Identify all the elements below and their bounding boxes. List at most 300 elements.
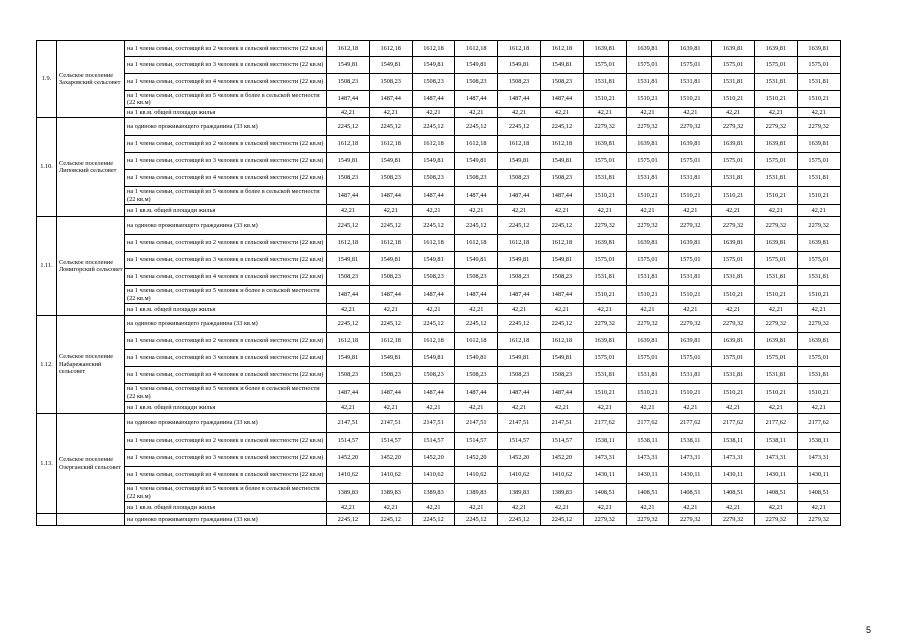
value-cell: 1508,23	[369, 170, 412, 187]
table-row	[37, 74, 841, 91]
value-cell: 1639,81	[712, 235, 755, 252]
value-cell: 42,21	[797, 108, 840, 118]
value-cell: 42,21	[455, 108, 498, 118]
value-cell: 1531,81	[583, 170, 626, 187]
value-cell: 42,21	[540, 304, 583, 316]
value-cell: 1408,51	[712, 484, 755, 502]
value-cell: 2279,32	[712, 514, 755, 526]
value-cell: 2279,32	[797, 316, 840, 333]
category-label: на 1 члена семьи, состоящей из 3 человек в сельской местности (22 кв.м)	[125, 153, 327, 170]
value-cell: 42,21	[455, 304, 498, 316]
section-number: 1.10.	[37, 118, 57, 217]
category-label: на одиноко проживающего гражданина (33 кв.м)	[125, 514, 327, 526]
settlement-name: Сельское поселение Ломигорский сельсовет	[57, 217, 125, 316]
value-cell: 1508,23	[455, 367, 498, 384]
value-cell: 1531,81	[797, 367, 840, 384]
value-cell: 42,21	[626, 502, 669, 514]
value-cell: 1510,21	[583, 286, 626, 304]
value-cell: 42,21	[669, 108, 712, 118]
value-cell: 1575,01	[712, 252, 755, 269]
table-row	[37, 286, 841, 304]
table-row	[37, 316, 841, 333]
value-cell: 42,21	[669, 502, 712, 514]
value-cell: 2147,51	[369, 414, 412, 433]
value-cell: 1531,81	[797, 74, 840, 91]
table-row	[37, 269, 841, 286]
value-cell: 2279,32	[797, 118, 840, 136]
value-cell: 42,21	[369, 502, 412, 514]
value-cell: 2279,32	[626, 118, 669, 136]
value-cell: 2279,32	[583, 514, 626, 526]
value-cell: 1430,11	[712, 467, 755, 484]
category-label: на 1 члена семьи, состоящей из 5 человек и более в сельской местности (22 кв.м)	[125, 286, 327, 304]
value-cell: 1487,44	[412, 187, 455, 205]
value-cell: 1575,01	[797, 252, 840, 269]
value-cell: 1510,21	[754, 91, 797, 108]
value-cell: 1430,11	[754, 467, 797, 484]
value-cell: 1510,21	[797, 286, 840, 304]
value-cell: 2279,32	[754, 316, 797, 333]
value-cell: 1487,44	[412, 286, 455, 304]
value-cell: 1531,81	[754, 269, 797, 286]
table-row	[37, 170, 841, 187]
value-cell: 42,21	[412, 502, 455, 514]
value-cell: 1510,21	[669, 91, 712, 108]
value-cell: 1531,81	[712, 367, 755, 384]
table-row	[37, 333, 841, 350]
value-cell: 2245,12	[540, 316, 583, 333]
value-cell: 2279,32	[583, 217, 626, 235]
value-cell: 1612,18	[412, 136, 455, 153]
value-cell: 42,21	[498, 205, 541, 217]
value-cell: 2279,32	[626, 316, 669, 333]
value-cell: 1430,11	[797, 467, 840, 484]
settlement-name	[57, 514, 125, 526]
value-cell: 1575,01	[754, 57, 797, 74]
value-cell: 42,21	[754, 304, 797, 316]
value-cell: 2147,51	[327, 414, 370, 433]
value-cell: 2245,12	[540, 217, 583, 235]
category-label: на 1 кв.м. общей площади жилья	[125, 108, 327, 118]
category-label: на 1 кв.м. общей площади жилья	[125, 304, 327, 316]
value-cell: 2279,32	[754, 514, 797, 526]
value-cell: 2245,12	[369, 514, 412, 526]
value-cell: 1612,18	[498, 136, 541, 153]
value-cell: 1538,11	[754, 433, 797, 450]
category-label: на одиноко проживающего гражданина (33 кв.м)	[125, 316, 327, 333]
value-cell: 1639,81	[797, 235, 840, 252]
value-cell: 2245,12	[540, 118, 583, 136]
value-cell: 42,21	[327, 402, 370, 414]
value-cell: 1639,81	[626, 41, 669, 57]
value-cell: 1549,81	[369, 153, 412, 170]
value-cell: 1508,23	[540, 367, 583, 384]
value-cell: 1531,81	[583, 269, 626, 286]
value-cell: 1508,23	[498, 269, 541, 286]
value-cell: 1639,81	[583, 333, 626, 350]
value-cell: 1508,23	[498, 74, 541, 91]
category-label: на 1 члена семьи, состоящей из 3 человек в сельской местности (22 кв.м)	[125, 450, 327, 467]
value-cell: 2245,12	[498, 118, 541, 136]
value-cell: 1510,21	[754, 187, 797, 205]
value-cell: 1639,81	[754, 41, 797, 57]
value-cell: 42,21	[369, 402, 412, 414]
value-cell: 1639,81	[669, 235, 712, 252]
value-cell: 1612,18	[412, 41, 455, 57]
value-cell: 2279,32	[797, 514, 840, 526]
value-cell: 2147,51	[412, 414, 455, 433]
value-cell: 1508,23	[327, 367, 370, 384]
value-cell: 1612,18	[369, 136, 412, 153]
value-cell: 1612,18	[327, 235, 370, 252]
category-label: на 1 члена семьи, состоящей из 2 человек в сельской местности (22 кв.м)	[125, 136, 327, 153]
value-cell: 1612,18	[369, 333, 412, 350]
value-cell: 1487,44	[498, 187, 541, 205]
value-cell: 42,21	[498, 304, 541, 316]
value-cell: 1575,01	[797, 350, 840, 367]
value-cell: 1549,81	[412, 252, 455, 269]
value-cell: 1575,01	[583, 57, 626, 74]
value-cell: 2177,62	[797, 414, 840, 433]
value-cell: 1510,21	[583, 91, 626, 108]
table-row	[37, 384, 841, 402]
value-cell: 1508,23	[327, 170, 370, 187]
value-cell: 1612,18	[498, 235, 541, 252]
category-label: на 1 члена семьи, состоящей из 2 человек в сельской местности (22 кв.м)	[125, 433, 327, 450]
value-cell: 1575,01	[669, 57, 712, 74]
value-cell: 1514,57	[412, 433, 455, 450]
table-row	[37, 450, 841, 467]
value-cell: 1508,23	[412, 367, 455, 384]
value-cell: 1514,57	[498, 433, 541, 450]
value-cell: 2279,32	[754, 118, 797, 136]
value-cell: 1531,81	[626, 74, 669, 91]
value-cell: 1549,81	[327, 57, 370, 74]
value-cell: 2177,62	[669, 414, 712, 433]
value-cell: 2147,51	[455, 414, 498, 433]
value-cell: 1639,81	[712, 136, 755, 153]
value-cell: 2279,32	[583, 118, 626, 136]
value-cell: 1473,31	[797, 450, 840, 467]
value-cell: 2245,12	[412, 316, 455, 333]
value-cell: 42,21	[327, 502, 370, 514]
value-cell: 1487,44	[455, 384, 498, 402]
settlement-name: Сельское поселение Набарежанский сельсовет	[57, 316, 125, 414]
value-cell: 1510,21	[754, 384, 797, 402]
value-cell: 1612,18	[540, 41, 583, 57]
value-cell: 1508,23	[327, 74, 370, 91]
value-cell: 1639,81	[797, 41, 840, 57]
value-cell: 1408,51	[797, 484, 840, 502]
value-cell: 1612,18	[455, 41, 498, 57]
value-cell: 1549,81	[455, 252, 498, 269]
value-cell: 1612,18	[369, 41, 412, 57]
value-cell: 42,21	[797, 502, 840, 514]
value-cell: 1612,18	[455, 136, 498, 153]
value-cell: 42,21	[712, 502, 755, 514]
value-cell: 1549,81	[412, 350, 455, 367]
value-cell: 2177,62	[754, 414, 797, 433]
value-cell: 1612,18	[412, 333, 455, 350]
value-cell: 1510,21	[626, 286, 669, 304]
value-cell: 1531,81	[754, 170, 797, 187]
value-cell: 1549,81	[455, 57, 498, 74]
section-number	[37, 514, 57, 526]
value-cell: 42,21	[540, 402, 583, 414]
value-cell: 1538,11	[797, 433, 840, 450]
value-cell: 1575,01	[754, 350, 797, 367]
value-cell: 42,21	[626, 304, 669, 316]
value-cell: 42,21	[797, 402, 840, 414]
value-cell: 1612,18	[412, 235, 455, 252]
table-row	[37, 187, 841, 205]
value-cell: 1510,21	[669, 187, 712, 205]
value-cell: 1389,83	[369, 484, 412, 502]
table-row	[37, 252, 841, 269]
value-cell: 1531,81	[583, 367, 626, 384]
category-label: на 1 члена семьи, состоящей из 2 человек в сельской местности (22 кв.м)	[125, 41, 327, 57]
value-cell: 1549,81	[369, 57, 412, 74]
table-body	[37, 41, 841, 526]
value-cell: 1575,01	[583, 252, 626, 269]
value-cell: 42,21	[583, 402, 626, 414]
value-cell: 1508,23	[455, 269, 498, 286]
value-cell: 1508,23	[498, 170, 541, 187]
value-cell: 1452,20	[540, 450, 583, 467]
value-cell: 1549,81	[455, 350, 498, 367]
value-cell: 1575,01	[583, 153, 626, 170]
value-cell: 2245,12	[327, 118, 370, 136]
value-cell: 1487,44	[498, 384, 541, 402]
category-label: на одиноко проживающего гражданина (33 кв.м)	[125, 118, 327, 136]
value-cell: 1508,23	[540, 170, 583, 187]
value-cell: 1612,18	[498, 41, 541, 57]
value-cell: 1514,57	[369, 433, 412, 450]
value-cell: 1514,57	[455, 433, 498, 450]
value-cell: 1508,23	[498, 367, 541, 384]
value-cell: 1575,01	[754, 153, 797, 170]
value-cell: 1549,81	[327, 252, 370, 269]
section-number: 1.12.	[37, 316, 57, 414]
value-cell: 42,21	[712, 304, 755, 316]
category-label: на 1 члена семьи, состоящей из 4 человек в сельской местности (22 кв.м)	[125, 367, 327, 384]
value-cell: 1510,21	[712, 91, 755, 108]
value-cell: 1531,81	[712, 269, 755, 286]
category-label: на 1 члена семьи, состоящей из 4 человек в сельской местности (22 кв.м)	[125, 269, 327, 286]
value-cell: 1531,81	[797, 170, 840, 187]
value-cell: 42,21	[540, 502, 583, 514]
value-cell: 1549,81	[540, 350, 583, 367]
value-cell: 1510,21	[626, 187, 669, 205]
value-cell: 2245,12	[498, 217, 541, 235]
table-row	[37, 467, 841, 484]
value-cell: 1575,01	[583, 350, 626, 367]
value-cell: 1487,44	[540, 91, 583, 108]
value-cell: 42,21	[754, 205, 797, 217]
value-cell: 2245,12	[498, 514, 541, 526]
value-cell: 1612,18	[455, 235, 498, 252]
value-cell: 1538,11	[583, 433, 626, 450]
value-cell: 1575,01	[669, 153, 712, 170]
settlement-name: Сельское поселение Липовский сельсовет	[57, 118, 125, 217]
value-cell: 2177,62	[583, 414, 626, 433]
value-cell: 2279,32	[669, 514, 712, 526]
value-cell: 1612,18	[369, 235, 412, 252]
value-cell: 2245,12	[455, 217, 498, 235]
value-cell: 1410,62	[455, 467, 498, 484]
value-cell: 1389,83	[412, 484, 455, 502]
category-label: на одиноко проживающего гражданина (33 кв.м)	[125, 217, 327, 235]
value-cell: 1612,18	[498, 333, 541, 350]
value-cell: 1430,11	[626, 467, 669, 484]
value-cell: 42,21	[754, 502, 797, 514]
value-cell: 1549,81	[369, 350, 412, 367]
value-cell: 1639,81	[583, 235, 626, 252]
value-cell: 1510,21	[626, 91, 669, 108]
value-cell: 1487,44	[455, 286, 498, 304]
value-cell: 1487,44	[412, 384, 455, 402]
value-cell: 1508,23	[455, 170, 498, 187]
value-cell: 1487,44	[327, 286, 370, 304]
value-cell: 1473,31	[669, 450, 712, 467]
value-cell: 42,21	[327, 108, 370, 118]
value-cell: 42,21	[327, 205, 370, 217]
value-cell: 1549,81	[327, 350, 370, 367]
value-cell: 1410,62	[327, 467, 370, 484]
value-cell: 1510,21	[669, 286, 712, 304]
value-cell: 1487,44	[498, 286, 541, 304]
value-cell: 1487,44	[327, 91, 370, 108]
value-cell: 1508,23	[369, 367, 412, 384]
value-cell: 1612,18	[540, 333, 583, 350]
category-label: на 1 члена семьи, состоящей из 5 человек и более в сельской местности (22 кв.м)	[125, 484, 327, 502]
value-cell: 42,21	[797, 205, 840, 217]
value-cell: 1639,81	[583, 136, 626, 153]
value-cell: 1549,81	[498, 350, 541, 367]
value-cell: 1510,21	[712, 286, 755, 304]
value-cell: 2245,12	[455, 316, 498, 333]
table-row	[37, 367, 841, 384]
value-cell: 42,21	[669, 402, 712, 414]
value-cell: 1508,23	[412, 269, 455, 286]
value-cell: 1514,57	[540, 433, 583, 450]
value-cell: 1575,01	[712, 153, 755, 170]
value-cell: 2245,12	[327, 316, 370, 333]
value-cell: 1612,18	[327, 333, 370, 350]
value-cell: 1514,57	[327, 433, 370, 450]
value-cell: 2279,32	[797, 217, 840, 235]
value-cell: 1575,01	[797, 153, 840, 170]
value-cell: 1549,81	[455, 153, 498, 170]
value-cell: 2279,32	[754, 217, 797, 235]
value-cell: 1531,81	[669, 74, 712, 91]
housing-cost-table	[36, 40, 841, 526]
value-cell: 1508,23	[369, 74, 412, 91]
value-cell: 1575,01	[712, 350, 755, 367]
value-cell: 2279,32	[669, 118, 712, 136]
value-cell: 1575,01	[669, 350, 712, 367]
value-cell: 1487,44	[498, 91, 541, 108]
value-cell: 1612,18	[540, 235, 583, 252]
value-cell: 1473,31	[754, 450, 797, 467]
value-cell: 1487,44	[369, 91, 412, 108]
value-cell: 2245,12	[412, 217, 455, 235]
value-cell: 1575,01	[626, 252, 669, 269]
table-row	[37, 205, 841, 217]
table-row	[37, 91, 841, 108]
value-cell: 1487,44	[455, 91, 498, 108]
value-cell: 1531,81	[754, 74, 797, 91]
value-cell: 1410,62	[498, 467, 541, 484]
value-cell: 1639,81	[797, 136, 840, 153]
value-cell: 1531,81	[626, 269, 669, 286]
table-row	[37, 350, 841, 367]
value-cell: 1452,20	[455, 450, 498, 467]
value-cell: 42,21	[412, 402, 455, 414]
value-cell: 1575,01	[626, 350, 669, 367]
table-row	[37, 41, 841, 57]
value-cell: 1430,11	[583, 467, 626, 484]
value-cell: 1487,44	[369, 187, 412, 205]
table-row	[37, 136, 841, 153]
value-cell: 1487,44	[369, 384, 412, 402]
table-row	[37, 433, 841, 450]
value-cell: 1639,81	[712, 41, 755, 57]
table-row	[37, 484, 841, 502]
table-row	[37, 153, 841, 170]
table-row	[37, 235, 841, 252]
value-cell: 1487,44	[412, 91, 455, 108]
value-cell: 1639,81	[669, 136, 712, 153]
value-cell: 2177,62	[712, 414, 755, 433]
value-cell: 1531,81	[626, 367, 669, 384]
value-cell: 1389,83	[327, 484, 370, 502]
category-label: на 1 кв.м. общей площади жилья	[125, 205, 327, 217]
value-cell: 1538,11	[626, 433, 669, 450]
value-cell: 1389,83	[498, 484, 541, 502]
value-cell: 42,21	[583, 108, 626, 118]
value-cell: 1473,31	[626, 450, 669, 467]
category-label: на 1 члена семьи, состоящей из 4 человек в сельской местности (22 кв.м)	[125, 170, 327, 187]
value-cell: 2245,12	[540, 514, 583, 526]
value-cell: 1473,31	[712, 450, 755, 467]
value-cell: 42,21	[412, 108, 455, 118]
table-row	[37, 414, 841, 433]
value-cell: 1549,81	[498, 252, 541, 269]
value-cell: 42,21	[455, 502, 498, 514]
table-row	[37, 402, 841, 414]
value-cell: 1510,21	[712, 187, 755, 205]
value-cell: 1549,81	[412, 153, 455, 170]
value-cell: 42,21	[540, 108, 583, 118]
value-cell: 1612,18	[540, 136, 583, 153]
value-cell: 1639,81	[626, 235, 669, 252]
value-cell: 2279,32	[583, 316, 626, 333]
value-cell: 1531,81	[754, 367, 797, 384]
value-cell: 1575,01	[669, 252, 712, 269]
value-cell: 42,21	[669, 304, 712, 316]
value-cell: 1452,20	[369, 450, 412, 467]
value-cell: 42,21	[754, 402, 797, 414]
category-label: на 1 члена семьи, состоящей из 5 человек и более в сельской местности (22 кв.м)	[125, 91, 327, 108]
value-cell: 1389,83	[540, 484, 583, 502]
value-cell: 1510,21	[754, 286, 797, 304]
value-cell: 1549,81	[412, 57, 455, 74]
table-row	[37, 217, 841, 235]
value-cell: 2279,32	[626, 514, 669, 526]
value-cell: 1473,31	[583, 450, 626, 467]
value-cell: 1639,81	[754, 235, 797, 252]
